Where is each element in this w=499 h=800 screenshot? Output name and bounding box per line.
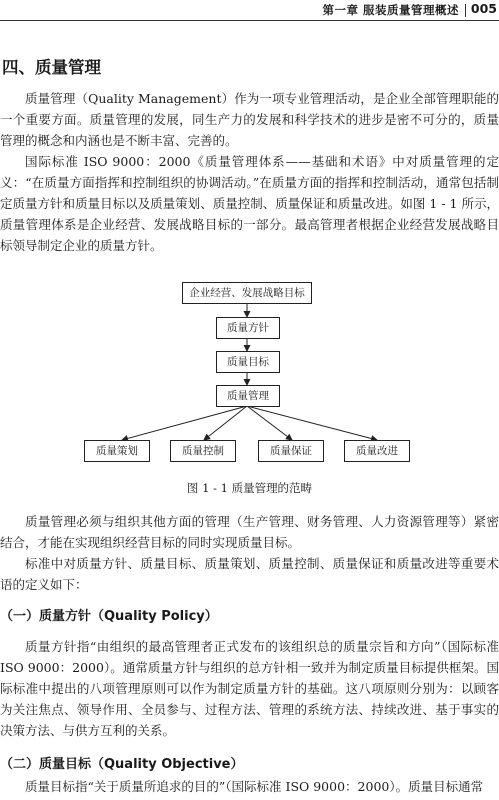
paragraph-iso-definition: 国际标准 ISO 9000：2000《质量管理体系——基础和术语》中对质量管理的定义：“在质量方面指挥和控制组织的协调活动。”在质量方面的指挥和控制活动，通常包括制定质量方针和质量目标以及质量策划、质量控制、质量保证和质量改进。如图 1 - 1 所示，质量管理体系是企业经营、发展战略目标的一部分。最高管理者根据企业经营发展战略目标领导制定企业的质量方针。 bbox=[0, 154, 499, 253]
chapter-title: 第一章 服装质量管理概述 bbox=[322, 3, 459, 17]
page-number: 005 bbox=[470, 1, 497, 16]
figure-caption: 图 1 - 1 质量管理的范畴 bbox=[186, 481, 313, 495]
paragraph-intro: 质量管理（Quality Management）作为一项专业管理活动，是企业全部管理职能的一个重要方面。质量管理的发展，同生产力的发展和科学技术的进步是密不可分的，质量管理的概念和内涵也是不断丰富、完善的。 bbox=[0, 91, 499, 148]
paragraph-terms-intro: 标准中对质量方针、质量目标、质量策划、质量控制、质量保证和质量改进等重要术语的定义如下： bbox=[0, 556, 499, 592]
subheading-quality-objective: （二）质量目标（Quality Objective） bbox=[0, 757, 244, 772]
box-quality-improvement: 质量改进 bbox=[344, 440, 410, 462]
arrow-to-control bbox=[204, 406, 247, 440]
arrow-to-assurance bbox=[247, 406, 292, 440]
section-title: 四、质量管理 bbox=[2, 58, 101, 77]
box-quality-management: 质量管理 bbox=[216, 385, 280, 407]
box-quality-objective: 质量目标 bbox=[216, 351, 280, 373]
arrow-to-improvement bbox=[247, 406, 377, 440]
box-quality-policy: 质量方针 bbox=[216, 317, 280, 339]
page-header bbox=[0, 0, 499, 21]
paragraph-quality-policy: 质量方针指“由组织的最高管理者正式发布的该组织总的质量宗旨和方向”（国际标准 ISO 9000：2000）。通常质量方针与组织的总方针相一致并为制定质量目标提供框架。国际标准中提出的八项管理原则可以作为制定质量方针的基础。这八项原则分别为：以顾客为关注焦点、领导作用、全员参与、过程方法、管理的系统方法、持续改进、基于事实的决策方法、与供方互利的关系。 bbox=[0, 639, 499, 738]
box-quality-assurance: 质量保证 bbox=[258, 440, 324, 462]
paragraph-quality-objective: 质量目标指“关于质量所追求的目的”（国际标准 ISO 9000：2000）。质量目标通常 bbox=[25, 779, 484, 794]
header-divider bbox=[465, 4, 466, 17]
subheading-quality-policy: （一）质量方针（Quality Policy） bbox=[0, 609, 218, 624]
box-quality-control: 质量控制 bbox=[170, 440, 236, 462]
box-quality-planning: 质量策划 bbox=[84, 440, 150, 462]
arrow-to-planning bbox=[122, 406, 247, 440]
box-business-strategy: 企业经营、发展战略目标 bbox=[182, 282, 312, 304]
quality-management-scope-diagram bbox=[0, 276, 499, 486]
diagram-connectors bbox=[0, 276, 499, 486]
paragraph-integration: 质量管理必须与组织其他方面的管理（生产管理、财务管理、人力资源管理等）紧密结合，才能在实现组织经营目标的同时实现质量目标。 bbox=[0, 514, 499, 550]
